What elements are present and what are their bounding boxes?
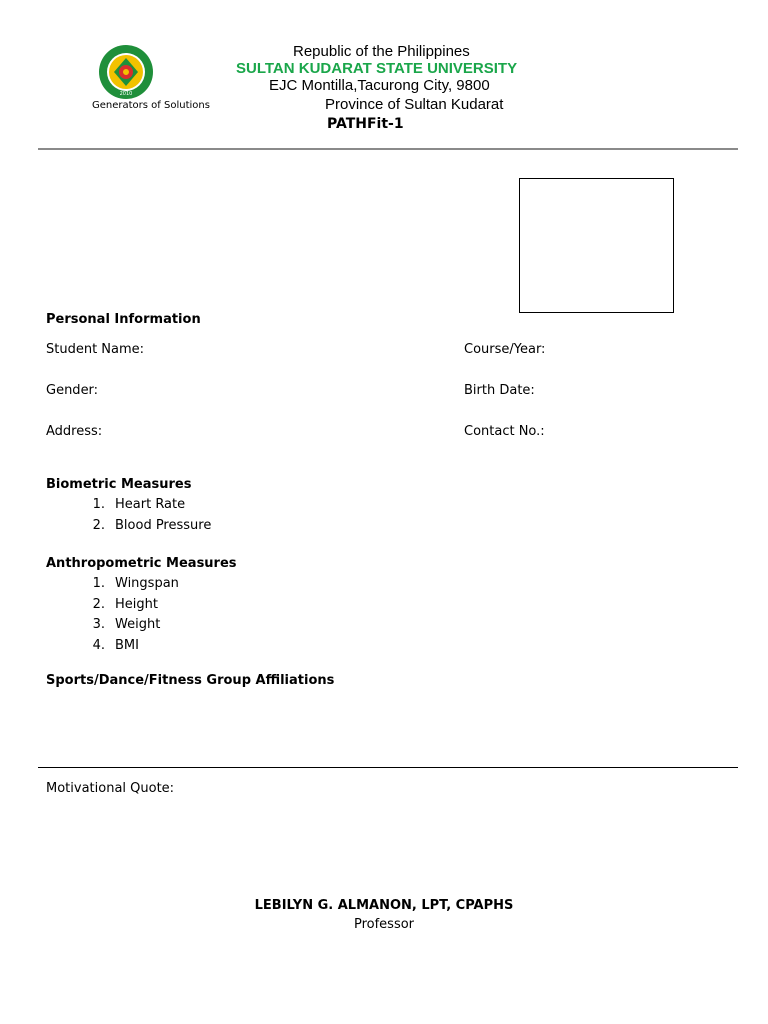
list-item-number: 2. bbox=[92, 518, 105, 533]
seal-year: 2010 bbox=[119, 91, 133, 97]
course-year-label: Course/Year: bbox=[464, 342, 546, 357]
university-tagline: Generators of Solutions bbox=[92, 100, 210, 111]
address-label: Address: bbox=[46, 424, 103, 439]
personal-info-title: Personal Information bbox=[46, 312, 201, 327]
list-item-number: 2. bbox=[92, 597, 105, 612]
list-item-number: 3. bbox=[92, 617, 105, 632]
header-university-name: SULTAN KUDARAT STATE UNIVERSITY bbox=[236, 60, 518, 77]
contact-no-label: Contact No.: bbox=[464, 424, 545, 439]
birth-date-label: Birth Date: bbox=[464, 383, 535, 398]
motivational-quote-label: Motivational Quote: bbox=[46, 781, 175, 796]
list-item bbox=[83, 576, 179, 591]
list-item-number: 4. bbox=[92, 638, 105, 653]
university-seal-logo bbox=[94, 44, 158, 100]
photo-placeholder-box bbox=[519, 178, 674, 313]
list-item bbox=[83, 497, 185, 512]
list-item bbox=[83, 518, 211, 533]
section-divider bbox=[38, 767, 738, 768]
header-divider bbox=[38, 148, 738, 150]
list-item-label: BMI bbox=[115, 638, 139, 653]
header-address: EJC Montilla,Tacurong City, 9800 bbox=[269, 77, 490, 94]
gender-label: Gender: bbox=[46, 383, 99, 398]
signatory-position: Professor bbox=[353, 917, 415, 932]
list-item-label: Height bbox=[115, 597, 158, 612]
student-name-label: Student Name: bbox=[46, 342, 145, 357]
signatory-name: LEBILYN G. ALMANON, LPT, CPAPHS bbox=[254, 898, 514, 913]
header-republic: Republic of the Philippines bbox=[293, 43, 470, 60]
header-province: Province of Sultan Kudarat bbox=[325, 96, 504, 113]
list-item-number: 1. bbox=[92, 497, 105, 512]
list-item bbox=[83, 597, 158, 612]
affiliations-title: Sports/Dance/Fitness Group Affiliations bbox=[46, 673, 335, 688]
biometric-title: Biometric Measures bbox=[46, 477, 192, 492]
list-item bbox=[83, 617, 160, 632]
anthropometric-title: Anthropometric Measures bbox=[46, 556, 237, 571]
list-item-number: 1. bbox=[92, 576, 105, 591]
course-code: PATHFit-1 bbox=[327, 116, 404, 132]
list-item-label: Blood Pressure bbox=[115, 518, 212, 533]
list-item-label: Heart Rate bbox=[115, 497, 186, 512]
list-item-label: Wingspan bbox=[115, 576, 179, 591]
list-item-label: Weight bbox=[115, 617, 161, 632]
list-item bbox=[83, 638, 139, 653]
